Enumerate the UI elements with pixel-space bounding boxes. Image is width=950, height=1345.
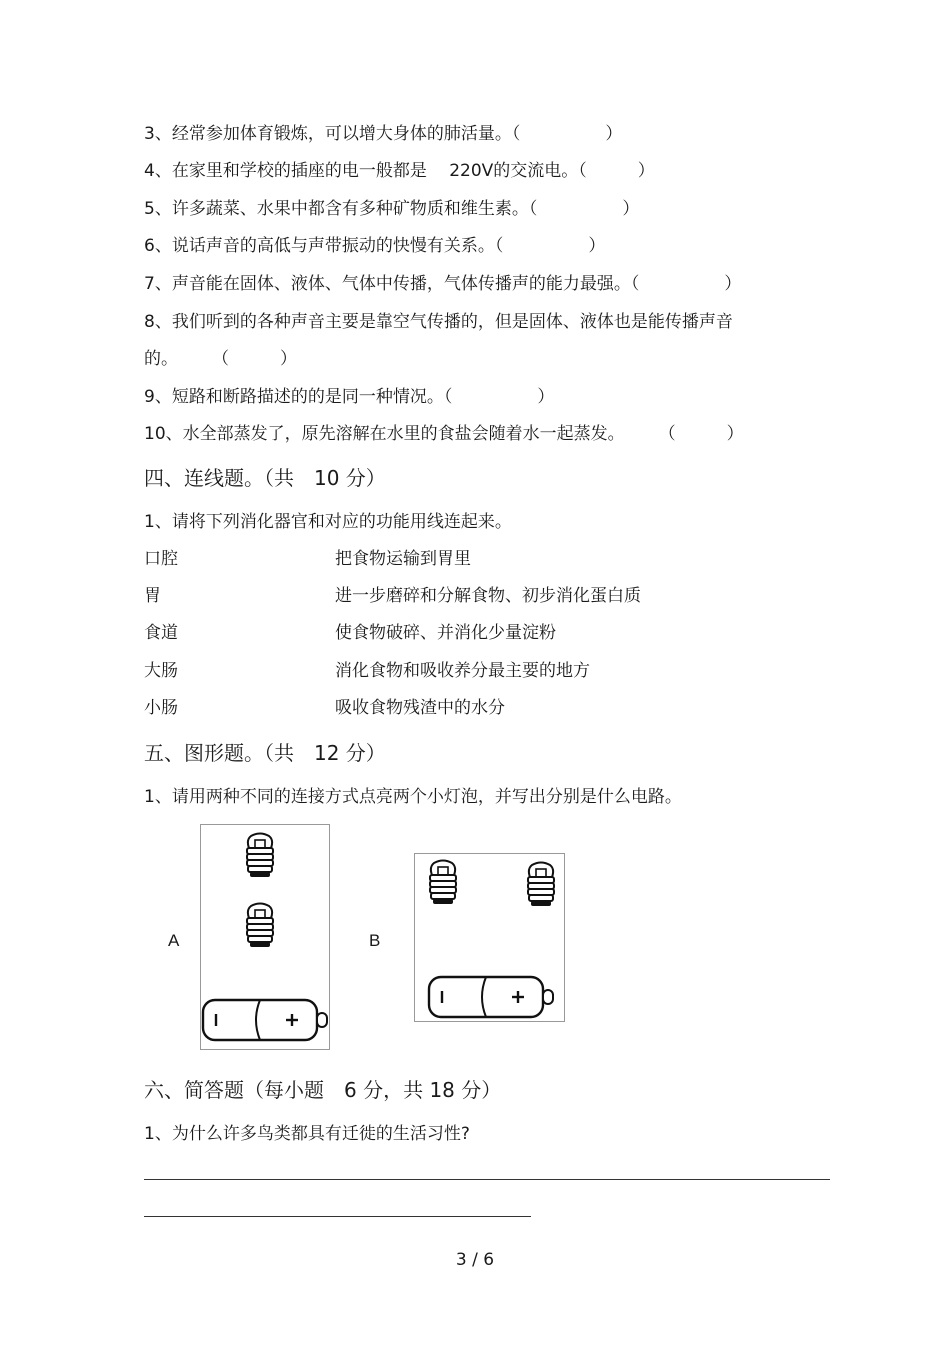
figure-a [200, 824, 330, 1050]
organ-item: 口腔 [144, 549, 178, 569]
judgement-item-4: 4、在家里和学校的插座的电一般都是 220V的交流电。（ ） [144, 161, 655, 181]
organ-item: 大肠 [144, 661, 178, 681]
section-6-heading: 六、简答题（每小题 6 分，共 18 分） [144, 1078, 502, 1102]
judgement-item-10: 10、水全部蒸发了，原先溶解在水里的食盐会随着水一起蒸发。 （ ） [144, 424, 744, 444]
judgement-item-3: 3、经常参加体育锻炼，可以增大身体的肺活量。（ ） [144, 124, 623, 144]
function-item: 把食物运输到胃里 [335, 549, 471, 569]
section-4-question: 1、请将下列消化器官和对应的功能用线连起来。 [144, 512, 512, 532]
organ-item: 食道 [144, 623, 178, 643]
bulb-icon [430, 861, 456, 905]
section-5-heading: 五、图形题。（共 12 分） [144, 741, 386, 765]
section-4-heading: 四、连线题。（共 10 分） [144, 466, 386, 490]
judgement-item-6: 6、说话声音的高低与声带振动的快慢有关系。（ ） [144, 236, 606, 256]
function-item: 进一步磨碎和分解食物、初步消化蛋白质 [335, 586, 641, 606]
judgement-item-5: 5、许多蔬菜、水果中都含有多种矿物质和维生素。（ ） [144, 199, 640, 219]
function-item: 消化食物和吸收养分最主要的地方 [335, 661, 590, 681]
page-number: 3 / 6 [455, 1250, 495, 1270]
section-5-question: 1、请用两种不同的连接方式点亮两个小灯泡，并写出分别是什么电路。 [144, 787, 682, 807]
figure-a-label: A [168, 931, 180, 950]
figure-b [414, 853, 565, 1022]
organ-item: 小肠 [144, 698, 178, 718]
section-6-question: 1、为什么许多鸟类都具有迁徙的生活习性? [144, 1124, 470, 1144]
organ-item: 胃 [144, 586, 161, 606]
judgement-item-8: 8、我们听到的各种声音主要是靠空气传播的，但是固体、液体也是能传播声音 [144, 312, 733, 332]
judgement-item-9: 9、短路和断路描述的的是同一种情况。（ ） [144, 387, 555, 407]
battery-icon [429, 977, 553, 1017]
bulb-icon [247, 904, 273, 948]
function-item: 吸收食物残渣中的水分 [335, 698, 505, 718]
figure-b-label: B [369, 931, 381, 950]
bulb-icon [247, 834, 273, 878]
battery-icon [203, 1000, 327, 1040]
judgement-item-7: 7、声音能在固体、液体、气体中传播，气体传播声的能力最强。（ ） [144, 274, 742, 294]
bulb-icon [528, 863, 554, 907]
answer-line[interactable] [144, 1179, 830, 1180]
function-item: 使食物破碎、并消化少量淀粉 [335, 623, 556, 643]
answer-line[interactable] [144, 1216, 531, 1217]
judgement-item-8-cont: 的。 （ ） [144, 349, 297, 369]
